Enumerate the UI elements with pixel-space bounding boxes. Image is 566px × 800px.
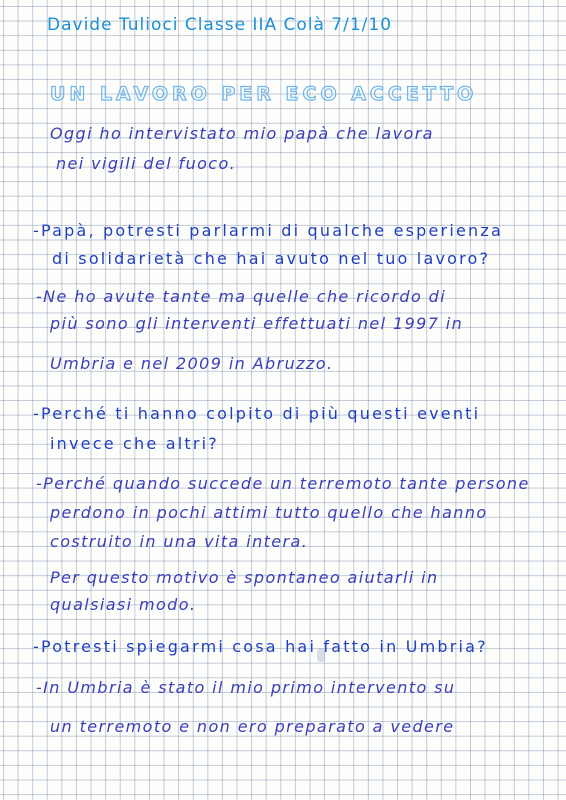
- question-2-line-1: -Perché ti hanno colpito di più questi eventi: [33, 404, 481, 423]
- intro-line-2: nei vigili del fuoco.: [56, 154, 237, 173]
- answer-2-line-1: -Perché quando succede un terremoto tante persone: [36, 474, 530, 493]
- answer-3-line-2: un terremoto e non ero preparato a vedere: [50, 717, 455, 736]
- answer-3-line-1: -In Umbria è stato il mio primo intervento su: [36, 678, 456, 697]
- answer-2-line-4: Per questo motivo è spontaneo aiutarli in: [50, 568, 439, 587]
- header-line: Davide Tulioci Classe IIA Colà 7/1/10: [47, 15, 393, 35]
- answer-2-line-2: perdono in pochi attimi tutto quello che hanno: [50, 503, 488, 522]
- question-1-line-1: -Papà, potresti parlarmi di qualche esperienza: [33, 221, 503, 240]
- answer-1-line-3: Umbria e nel 2009 in Abruzzo.: [50, 354, 334, 373]
- answer-2-line-5: qualsiasi modo.: [50, 595, 197, 614]
- question-3-line-1: -Potresti spiegarmi cosa hai fatto in Umbria?: [33, 637, 488, 656]
- page-title: UN LAVORO PER ECO ACCETTO: [50, 83, 478, 105]
- question-1-line-2: di solidarietà che hai avuto nel tuo lavoro?: [52, 249, 491, 268]
- intro-line-1: Oggi ho intervistato mio papà che lavora: [50, 124, 434, 143]
- answer-2-line-3: costruito in una vita intera.: [50, 532, 309, 551]
- question-2-line-2: invece che altri?: [50, 434, 219, 453]
- answer-1-line-1: -Ne ho avute tante ma quelle che ricordo di: [36, 287, 447, 306]
- answer-1-line-2: più sono gli interventi effettuati nel 1997 in: [50, 314, 464, 333]
